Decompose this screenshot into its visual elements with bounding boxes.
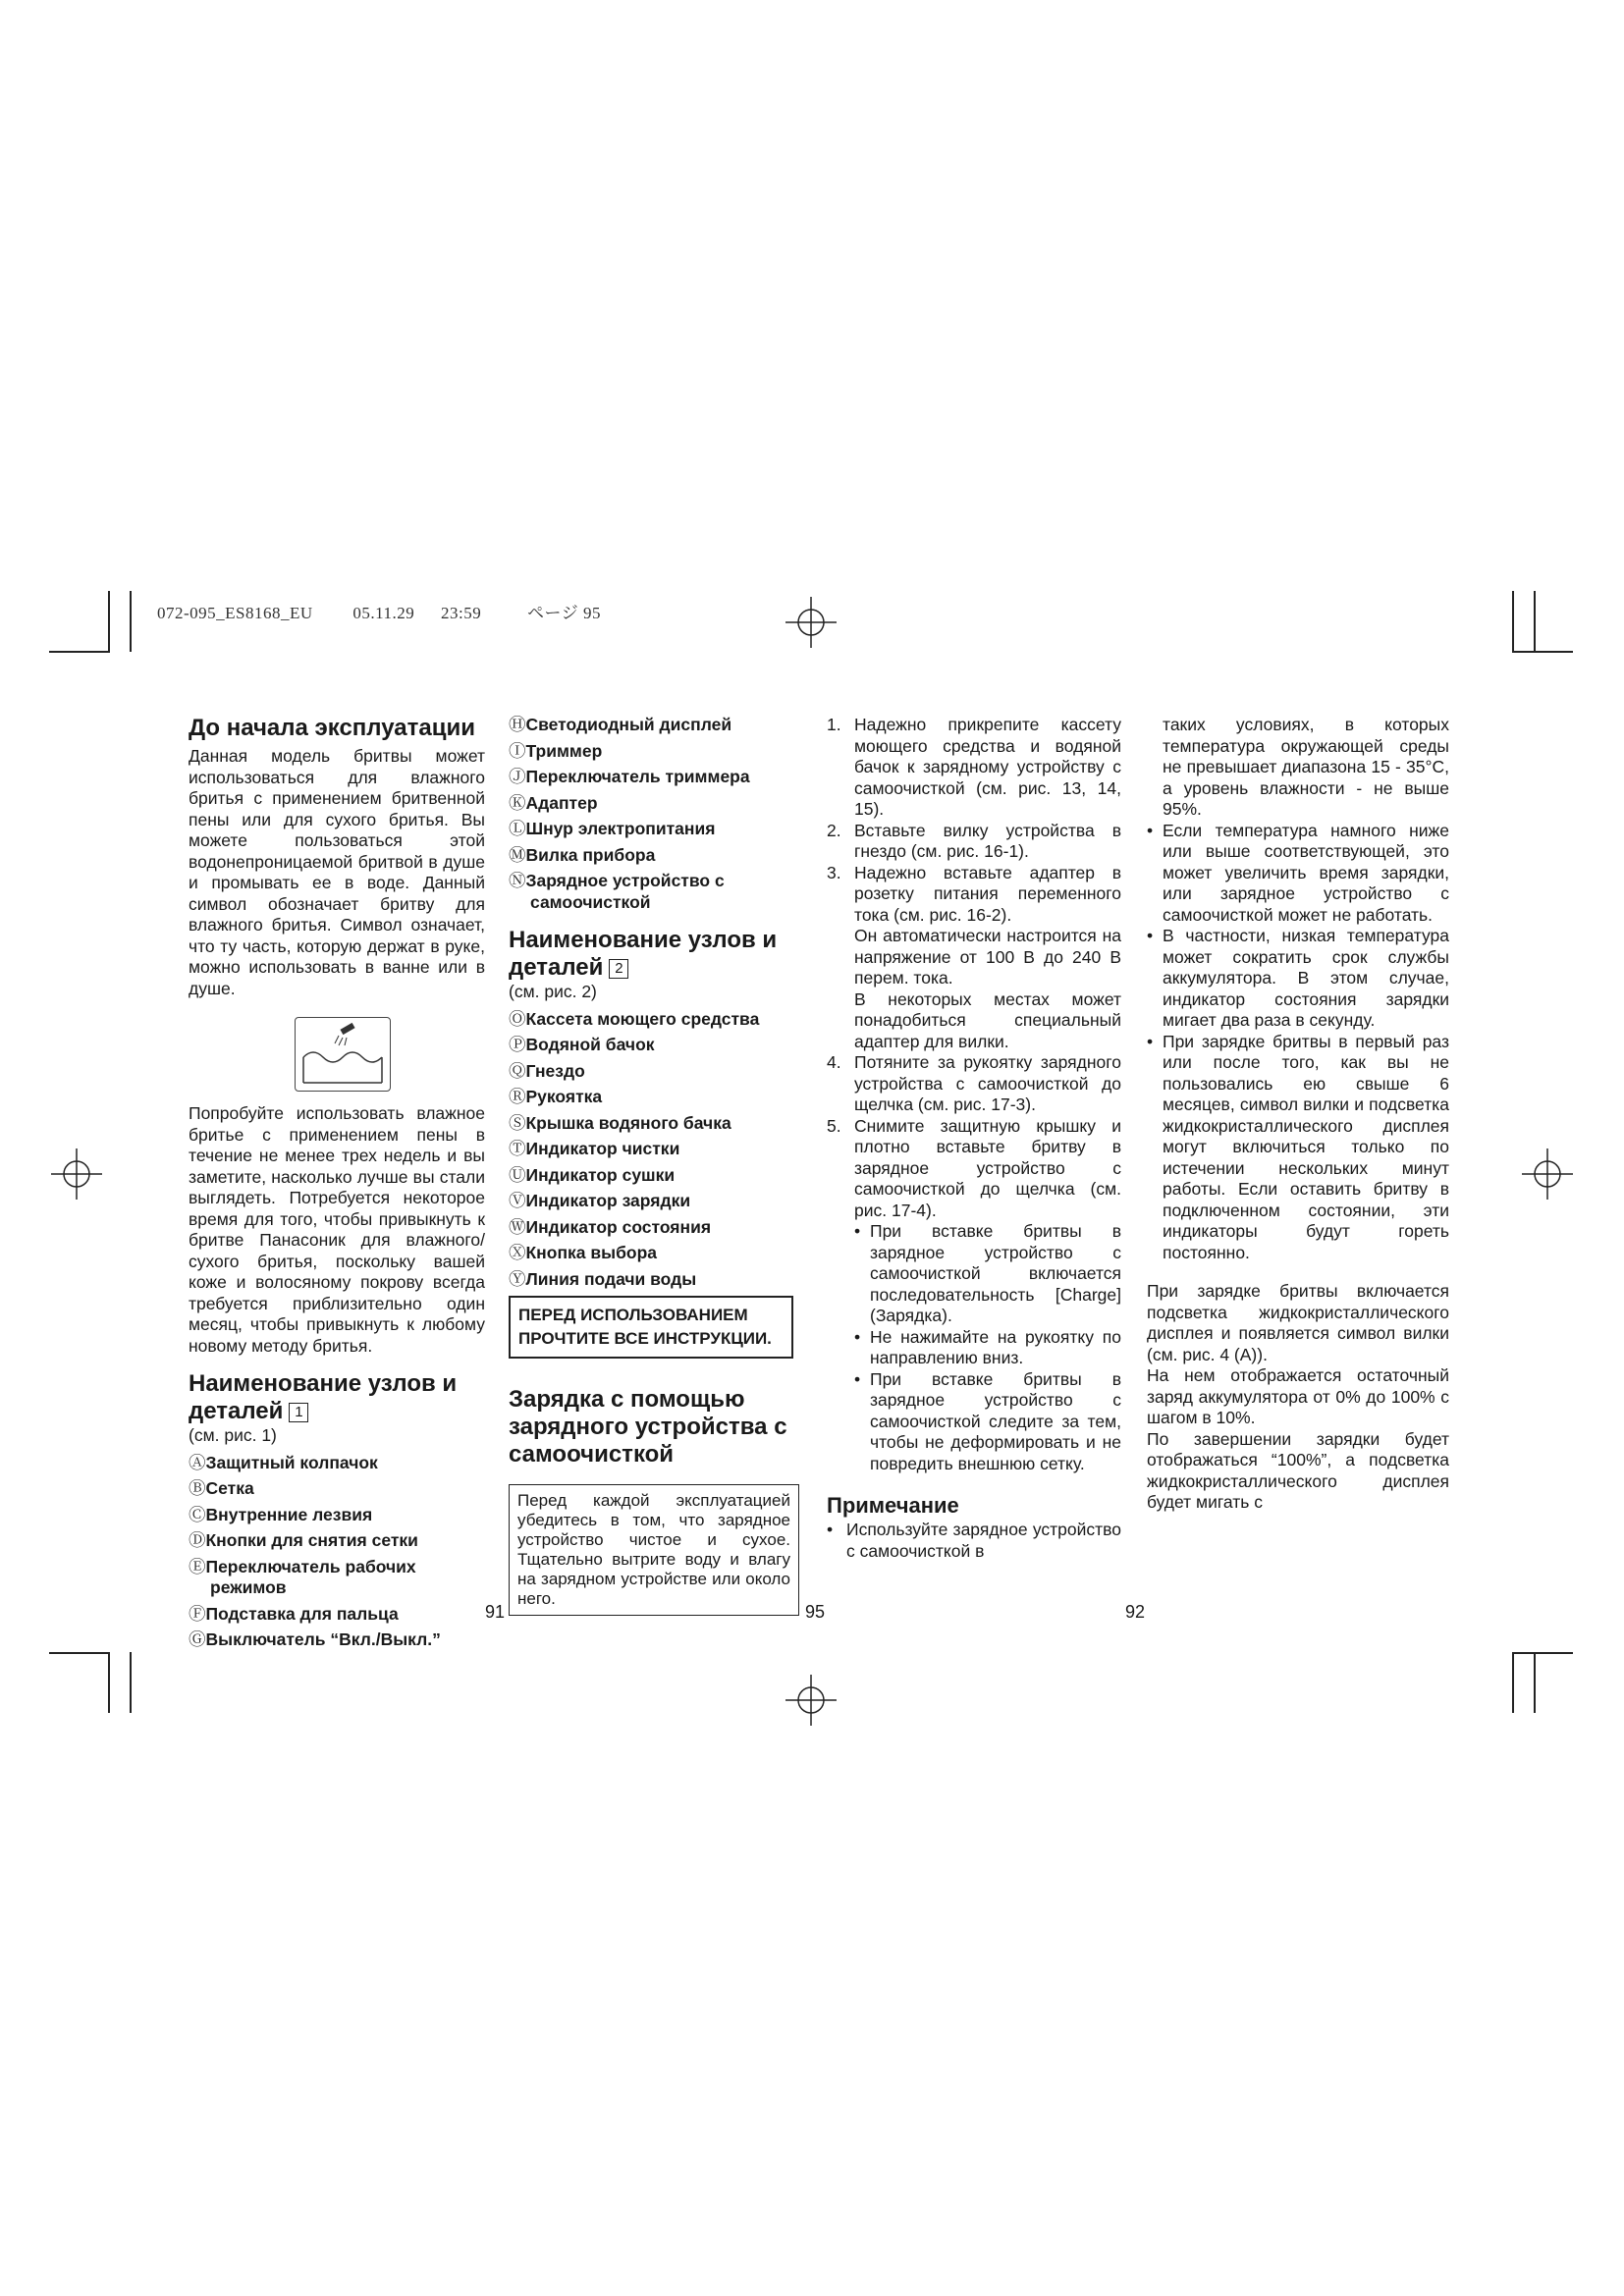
registration-mark-icon: [785, 597, 837, 648]
figure-reference: (см. рис. 1): [189, 1425, 277, 1445]
bullet-text: В частности, низкая температура может сократить срок службы аккумулятора. В этом случае, индикатор состояния зарядки мигает два раза в секунду.: [1163, 926, 1449, 1030]
bullet-list: [827, 1221, 1121, 1474]
date: 05.11.29: [352, 604, 415, 622]
column-4: [1147, 715, 1449, 1514]
column-2: [509, 715, 803, 1616]
column-1: [189, 715, 485, 1656]
list-item: [189, 1453, 485, 1474]
bullet-text: Если температура намного ниже или выше соответствующей, это может увеличить время зарядки, или зарядное устройство с самоочисткой может не работать.: [1163, 820, 1449, 925]
print-slug-header: [157, 599, 601, 623]
crop-mark: [130, 1652, 132, 1713]
step-text: Надежно прикрепите кассету моющего средства и водяной бачок к зарядному устройству с самоочисткой (см. рис. 13, 14, 15).: [854, 715, 1121, 819]
list-item: [509, 1035, 803, 1056]
list-item: [509, 1243, 803, 1264]
item-letter: Ⓨ: [509, 1268, 526, 1289]
list-item: [509, 767, 803, 788]
item-letter: Ⓓ: [189, 1530, 206, 1550]
item-letter: Ⓤ: [509, 1164, 526, 1185]
list-item: [189, 1505, 485, 1526]
item-letter: Ⓟ: [509, 1035, 526, 1054]
step-text: Снимите защитную крышку и плотно вставьте бритву в зарядное устройство с самоочисткой до щелчка (см. рис. 17-4).: [854, 1115, 1121, 1220]
paragraph: таких условиях, в которых температура окружающей среды не превышает диапазона 15 - 35°C, а уровень влажности - не выше 95%.: [1163, 715, 1449, 819]
figure-number: 2: [609, 959, 628, 979]
shower-icon: [296, 1018, 390, 1091]
figure-reference: (см. рис. 2): [509, 982, 597, 1001]
step-number: 3.: [827, 862, 841, 882]
list-item: [509, 715, 803, 736]
item-label: Выключатель “Вкл./Выкл.”: [205, 1629, 441, 1649]
item-label: Внутренние лезвия: [205, 1504, 373, 1524]
bullet-text: При вставке бритвы в зарядное устройство с самоочисткой включается последовательность [Charge] (Зарядка).: [870, 1221, 1121, 1325]
item-letter: Ⓔ: [189, 1556, 206, 1576]
paragraph: По завершении зарядки будет отображаться “100%”, а подсветка жидкокристаллического дисплея будет мигать с: [1147, 1428, 1449, 1512]
step-item: [827, 863, 1121, 927]
bullet-item: • Не нажимайте на рукоятку по направлению вниз.: [854, 1326, 1121, 1367]
list-item: [509, 845, 803, 867]
item-label: Индикатор чистки: [525, 1139, 680, 1158]
list-item: [189, 1604, 485, 1626]
item-letter: Ⓑ: [189, 1478, 206, 1498]
item-label: Подставка для пальца: [205, 1603, 399, 1624]
paragraph: Попробуйте использовать влажное бритье с применением пены в течение не менее трех недель и вы заметите, насколько лучше вы стали выглядеть. Потребуется некоторое время для того, чтобы привыкнуть к бритве Панасоник для влажного/сухого бритья, поскольку вашей коже и волосяному покрову всегда требуется приблизительно один месяц, чтобы привыкнуть к любому новому методу бритья.: [189, 1103, 485, 1356]
item-label: Индикатор зарядки: [525, 1191, 691, 1210]
step-item: [827, 715, 1121, 821]
item-label: Шнур электропитания: [525, 819, 716, 838]
item-label: Адаптер: [525, 792, 598, 813]
crop-mark: [1534, 1652, 1536, 1713]
item-letter: Ⓧ: [509, 1243, 526, 1262]
step-item: [827, 989, 1121, 1053]
parts-list: [509, 715, 803, 913]
list-item: [189, 1478, 485, 1500]
list-item: [509, 1269, 803, 1291]
parts-title: Наименование узлов и деталей: [509, 927, 778, 981]
crop-mark: [130, 591, 132, 652]
crop-mark: [1512, 1652, 1573, 1654]
crop-mark: [1512, 591, 1514, 652]
item-letter: Ⓜ: [509, 844, 526, 865]
shower-symbol: [295, 1017, 391, 1092]
item-label: Зарядное устройство с самоочисткой: [525, 871, 725, 912]
item-label: Водяной бачок: [525, 1035, 655, 1054]
intro-paragraph: Данная модель бритвы может использоваться для влажного бритья с применением бритвенной пены или для сухого бритья. Вы можете пользоваться этой водонепроницаемой бритвой в душе и промывать ее в воде. Данный символ обозначает бритву для влажного бритья. Символ означает, что ту часть, которую держат в руке, можно использовать в ванне или в душе.: [189, 746, 485, 998]
step-item: [827, 1116, 1121, 1222]
item-label: Переключатель триммера: [525, 767, 750, 786]
page-number: 92: [1125, 1602, 1146, 1622]
item-letter: Ⓖ: [189, 1629, 206, 1649]
crop-mark: [49, 1652, 110, 1654]
page-number: 95: [805, 1602, 826, 1622]
notice-box: Перед каждой эксплуатацией убедитесь в том, что зарядное устройство чистое и сухое. Тщательно вытрите воду и влагу на зарядном устройстве или около него.: [509, 1484, 799, 1616]
item-letter: Ⓕ: [189, 1603, 206, 1624]
step-text: В некоторых местах может понадобиться специальный адаптер для вилки.: [854, 988, 1121, 1051]
item-letter: Ⓣ: [509, 1139, 526, 1158]
item-letter: Ⓥ: [509, 1191, 526, 1210]
section-title: [509, 927, 803, 982]
item-letter: Ⓠ: [509, 1060, 526, 1081]
bullet-text: Используйте зарядное устройство с самоочисткой в: [846, 1520, 1121, 1561]
item-letter: Ⓡ: [509, 1087, 526, 1106]
item-label: Индикатор состояния: [525, 1216, 712, 1237]
registration-mark-icon: [51, 1148, 102, 1200]
item-letter: Ⓘ: [509, 740, 526, 761]
step-item: [827, 1052, 1121, 1116]
bullet-item: • В частности, низкая температура может сократить срок службы аккумулятора. В этом случае, индикатор состояния зарядки мигает два раза в секунду.: [1147, 926, 1449, 1030]
step-text: Вставьте вилку устройства в гнездо (см. рис. 16-1).: [854, 820, 1121, 861]
parts-list: [509, 1009, 803, 1291]
item-letter: Ⓦ: [509, 1216, 526, 1237]
step-text: Надежно вставьте адаптер в розетку питания переменного тока (см. рис. 16-2).: [854, 862, 1121, 925]
list-item: [509, 1217, 803, 1239]
item-label: Переключатель рабочих режимов: [205, 1556, 416, 1597]
item-letter: Ⓙ: [509, 767, 526, 786]
registration-mark-icon: [1522, 1148, 1573, 1200]
item-label: Кнопки для снятия сетки: [205, 1530, 418, 1550]
step-number: 5.: [827, 1115, 841, 1136]
item-label: Кнопка выбора: [525, 1243, 657, 1262]
step-number: 4.: [827, 1052, 841, 1072]
item-label: Триммер: [525, 740, 603, 761]
crop-mark: [108, 591, 110, 652]
list-item: [509, 793, 803, 815]
list-item: [509, 871, 803, 913]
bullet-item: • При вставке бритвы в зарядное устройство с самоочисткой следите за тем, чтобы не деформировать и не повредить внешнюю сетку.: [854, 1368, 1121, 1473]
warning-box: ПЕРЕД ИСПОЛЬЗОВАНИЕМ ПРОЧТИТЕ ВСЕ ИНСТРУКЦИИ.: [509, 1296, 793, 1359]
steps-list: [827, 715, 1121, 1221]
item-label: Линия подачи воды: [525, 1268, 697, 1289]
item-label: Вилка прибора: [525, 844, 656, 865]
slug: 072-095_ES8168_EU: [157, 604, 313, 622]
list-item: [509, 1009, 803, 1031]
item-letter: Ⓚ: [509, 792, 526, 813]
bullet-text: При вставке бритвы в зарядное устройство с самоочисткой следите за тем, чтобы не деформировать и не повредить внешнюю сетку.: [870, 1368, 1121, 1473]
step-number: 1.: [827, 715, 841, 734]
item-label: Рукоятка: [525, 1087, 603, 1106]
item-letter: Ⓛ: [509, 819, 526, 838]
item-label: Светодиодный дисплей: [525, 715, 732, 734]
item-letter: Ⓝ: [509, 871, 526, 890]
list-item: [509, 1087, 803, 1108]
parts-list: [189, 1453, 485, 1651]
step-number: 2.: [827, 820, 841, 840]
figure-number: 1: [289, 1403, 308, 1422]
step-item: [827, 926, 1121, 989]
crop-mark: [49, 651, 110, 653]
list-item: [509, 1139, 803, 1160]
list-item: [509, 741, 803, 763]
list-item: [189, 1629, 485, 1651]
item-letter: Ⓗ: [509, 715, 526, 734]
item-label: Гнездо: [525, 1060, 585, 1081]
note-title: Примечание: [827, 1493, 959, 1518]
item-label: Кассета моющего средства: [525, 1008, 760, 1029]
list-item: [189, 1557, 485, 1599]
paragraph: При зарядке бритвы включается подсветка жидкокристаллического дисплея и появляется символ вилки (см. рис. 4 (A)).: [1147, 1281, 1449, 1364]
bullet-text: Не нажимайте на рукоятку по направлению вниз.: [870, 1326, 1121, 1367]
list-item: [509, 1113, 803, 1135]
bullet-text: При зарядке бритвы в первый раз или после того, как вы не пользовались ею свыше 6 месяцев, символ вилки и подсветка жидкокристаллического дисплея могут включиться только по истечении нескольких минут работы. Если оставить бритву в подключенном состоянии, эти индикаторы будут гореть постоянно.: [1163, 1031, 1449, 1262]
parts-title: Наименование узлов и деталей: [189, 1370, 458, 1424]
list-item: [509, 819, 803, 840]
bullet-item: • Используйте зарядное устройство с самоочисткой в: [827, 1520, 1121, 1561]
list-item: [189, 1530, 485, 1552]
section-title: До начала эксплуатации: [189, 715, 475, 741]
item-label: Крышка водяного бачка: [525, 1112, 731, 1133]
bullet-item: • При зарядке бритвы в первый раз или после того, как вы не пользовались ею свыше 6 месяцев, символ вилки и подсветка жидкокристаллического дисплея могут включиться только по истечении нескольких минут работы. Если оставить бритву в подключенном состоянии, эти индикаторы будут гореть постоянно.: [1147, 1031, 1449, 1262]
page-number: 91: [485, 1602, 506, 1622]
paragraph: На нем отображается остаточный заряд аккумулятора от 0% до 100% с шагом в 10%.: [1147, 1365, 1449, 1427]
list-item: [509, 1061, 803, 1083]
crop-mark: [1534, 591, 1536, 652]
item-letter: Ⓒ: [189, 1504, 206, 1524]
item-letter: Ⓐ: [189, 1452, 206, 1472]
column-3: [827, 715, 1121, 1562]
item-label: Индикатор сушки: [525, 1164, 676, 1185]
item-letter: Ⓞ: [509, 1008, 526, 1029]
list-item: [509, 1165, 803, 1187]
section-title: Зарядка с помощью зарядного устройства с самоочисткой: [509, 1386, 787, 1468]
item-label: Сетка: [205, 1478, 254, 1498]
crop-mark: [1512, 1652, 1514, 1713]
step-text: Он автоматически настроится на напряжение от 100 В до 240 В перем. тока.: [854, 926, 1121, 988]
item-label: Защитный колпачок: [205, 1452, 378, 1472]
bullet-item: • Если температура намного ниже или выше соответствующей, это может увеличить время зарядки, или зарядное устройство с самоочисткой может не работать.: [1147, 820, 1449, 925]
registration-mark-icon: [785, 1675, 837, 1726]
crop-mark: [1512, 651, 1573, 653]
section-title: [189, 1370, 485, 1425]
crop-mark: [108, 1652, 110, 1713]
step-text: Потяните за рукоятку зарядного устройства с самоочисткой до щелчка (см. рис. 17-3).: [854, 1052, 1121, 1114]
bullet-item: • При вставке бритвы в зарядное устройство с самоочисткой включается последовательность [Charge] (Зарядка).: [854, 1221, 1121, 1325]
item-letter: Ⓢ: [509, 1112, 526, 1133]
step-item: [827, 821, 1121, 863]
page-label: ページ 95: [527, 604, 601, 622]
time: 23:59: [441, 604, 482, 622]
list-item: [509, 1191, 803, 1212]
